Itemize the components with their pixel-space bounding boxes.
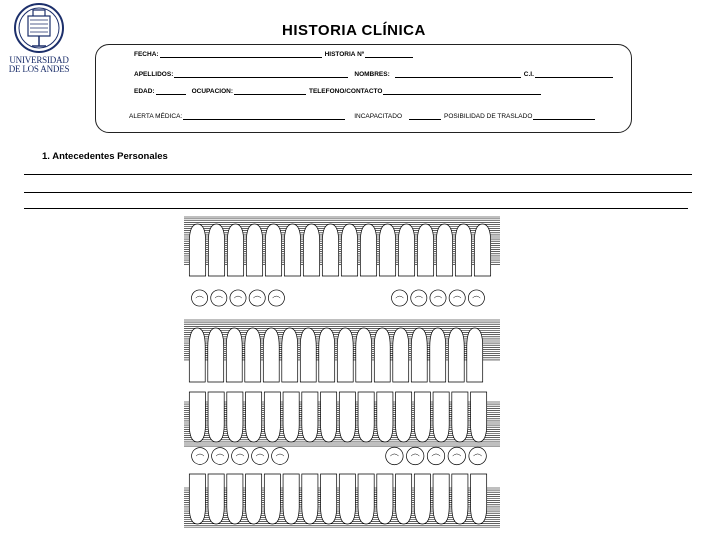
row-alerta	[129, 113, 598, 120]
tooth-icon	[396, 392, 412, 442]
tooth-icon	[246, 474, 262, 524]
tooth-occlusal-icon	[449, 290, 465, 306]
odontogram[interactable]	[184, 216, 500, 528]
tooth-icon	[322, 224, 338, 276]
label-traslado: POSIBILIDAD DE TRASLADO	[444, 113, 533, 120]
tooth-icon	[414, 392, 430, 442]
tooth-occlusal-icon	[252, 448, 269, 465]
tooth-icon	[189, 328, 205, 382]
field-alerta[interactable]	[183, 114, 345, 120]
tooth-icon	[430, 328, 446, 382]
university-name-line2: DE LOS ANDES	[8, 64, 70, 74]
tooth-icon	[379, 224, 395, 276]
tooth-icon	[208, 392, 224, 442]
tooth-icon	[452, 392, 468, 442]
tooth-icon	[263, 328, 279, 382]
field-edad[interactable]	[156, 89, 186, 95]
tooth-icon	[264, 474, 280, 524]
tooth-icon	[282, 328, 298, 382]
field-apellidos[interactable]	[174, 72, 348, 78]
tooth-icon	[208, 328, 224, 382]
tooth-occlusal-icon	[211, 290, 227, 306]
label-ci: C.I.	[523, 71, 534, 78]
field-telefono[interactable]	[383, 89, 541, 95]
page-title: HISTORIA CLÍNICA	[282, 22, 426, 39]
tooth-occlusal-icon	[468, 290, 484, 306]
label-fecha: FECHA:	[134, 51, 159, 58]
tooth-icon	[227, 474, 243, 524]
tooth-occlusal-icon	[192, 448, 209, 465]
writing-line[interactable]	[24, 192, 692, 193]
crest-icon	[8, 2, 70, 58]
tooth-occlusal-icon	[268, 290, 284, 306]
field-traslado[interactable]	[533, 114, 595, 120]
tooth-icon	[226, 328, 242, 382]
field-ci[interactable]	[535, 72, 613, 78]
tooth-icon	[284, 224, 300, 276]
tooth-icon	[436, 224, 452, 276]
tooth-icon	[339, 392, 355, 442]
tooth-occlusal-icon	[430, 290, 446, 306]
tooth-occlusal-icon	[212, 448, 229, 465]
label-historia: HISTORIA Nº	[324, 51, 365, 58]
tooth-icon	[455, 224, 471, 276]
label-alerta: ALERTA MÉDICA:	[129, 113, 183, 120]
tooth-icon	[393, 328, 409, 382]
tooth-occlusal-icon	[392, 290, 408, 306]
row-edad	[134, 88, 544, 95]
field-fecha[interactable]	[160, 52, 322, 58]
tooth-icon	[189, 474, 205, 524]
tooth-icon	[300, 328, 316, 382]
tooth-occlusal-icon	[406, 447, 423, 464]
writing-line[interactable]	[24, 208, 688, 209]
tooth-icon	[341, 224, 357, 276]
tooth-icon	[358, 392, 374, 442]
university-name-line1: UNIVERSIDAD	[9, 55, 69, 65]
field-incapacitado[interactable]	[409, 114, 441, 120]
tooth-icon	[246, 224, 262, 276]
tooth-icon	[189, 224, 205, 276]
tooth-icon	[283, 474, 299, 524]
tooth-occlusal-icon	[448, 447, 465, 464]
tooth-occlusal-icon	[192, 290, 208, 306]
tooth-icon	[358, 474, 374, 524]
tooth-icon	[227, 224, 243, 276]
tooth-icon	[414, 474, 430, 524]
tooth-icon	[417, 224, 433, 276]
writing-line[interactable]	[24, 174, 692, 175]
field-nombres[interactable]	[395, 72, 521, 78]
tooth-icon	[471, 474, 487, 524]
tooth-occlusal-icon	[386, 447, 403, 464]
tooth-occlusal-icon	[230, 290, 246, 306]
label-telefono: TELEFONO/CONTACTO	[309, 88, 383, 95]
tooth-icon	[302, 474, 318, 524]
tooth-icon	[433, 474, 449, 524]
tooth-icon	[474, 224, 490, 276]
label-nombres: NOMBRES:	[354, 71, 390, 78]
tooth-icon	[467, 328, 483, 382]
tooth-icon	[339, 474, 355, 524]
tooth-occlusal-icon	[272, 448, 289, 465]
tooth-icon	[360, 224, 376, 276]
university-logo	[8, 2, 70, 82]
tooth-occlusal-icon	[469, 447, 486, 464]
tooth-icon	[208, 224, 224, 276]
tooth-icon	[246, 392, 262, 442]
tooth-icon	[433, 392, 449, 442]
field-ocupacion[interactable]	[234, 89, 306, 95]
tooth-icon	[321, 392, 337, 442]
tooth-occlusal-icon	[427, 447, 444, 464]
tooth-icon	[227, 392, 243, 442]
tooth-icon	[398, 224, 414, 276]
tooth-icon	[264, 392, 280, 442]
tooth-icon	[377, 474, 393, 524]
row-apellidos	[134, 71, 616, 78]
tooth-occlusal-icon	[411, 290, 427, 306]
university-name	[8, 56, 70, 74]
tooth-icon	[321, 474, 337, 524]
tooth-icon	[283, 392, 299, 442]
tooth-icon	[245, 328, 261, 382]
field-historia[interactable]	[365, 52, 413, 58]
tooth-occlusal-icon	[249, 290, 265, 306]
tooth-icon	[356, 328, 372, 382]
tooth-icon	[302, 392, 318, 442]
dental-chart-icon	[184, 216, 500, 528]
label-incapacitado: INCAPACITADO	[354, 113, 403, 120]
tooth-icon	[377, 392, 393, 442]
tooth-icon	[452, 474, 468, 524]
tooth-icon	[208, 474, 224, 524]
row-fecha	[134, 51, 416, 58]
label-ocupacion: OCUPACION:	[191, 88, 233, 95]
label-edad: EDAD:	[134, 88, 155, 95]
tooth-occlusal-icon	[232, 448, 249, 465]
tooth-icon	[411, 328, 427, 382]
section-antecedentes: 1. Antecedentes Personales	[42, 151, 168, 162]
tooth-icon	[448, 328, 464, 382]
tooth-icon	[319, 328, 335, 382]
tooth-icon	[471, 392, 487, 442]
tooth-icon	[337, 328, 353, 382]
tooth-icon	[265, 224, 281, 276]
tooth-icon	[303, 224, 319, 276]
tooth-icon	[189, 392, 205, 442]
label-apellidos: APELLIDOS:	[134, 71, 174, 78]
tooth-icon	[396, 474, 412, 524]
patient-form	[95, 44, 632, 133]
tooth-icon	[374, 328, 390, 382]
